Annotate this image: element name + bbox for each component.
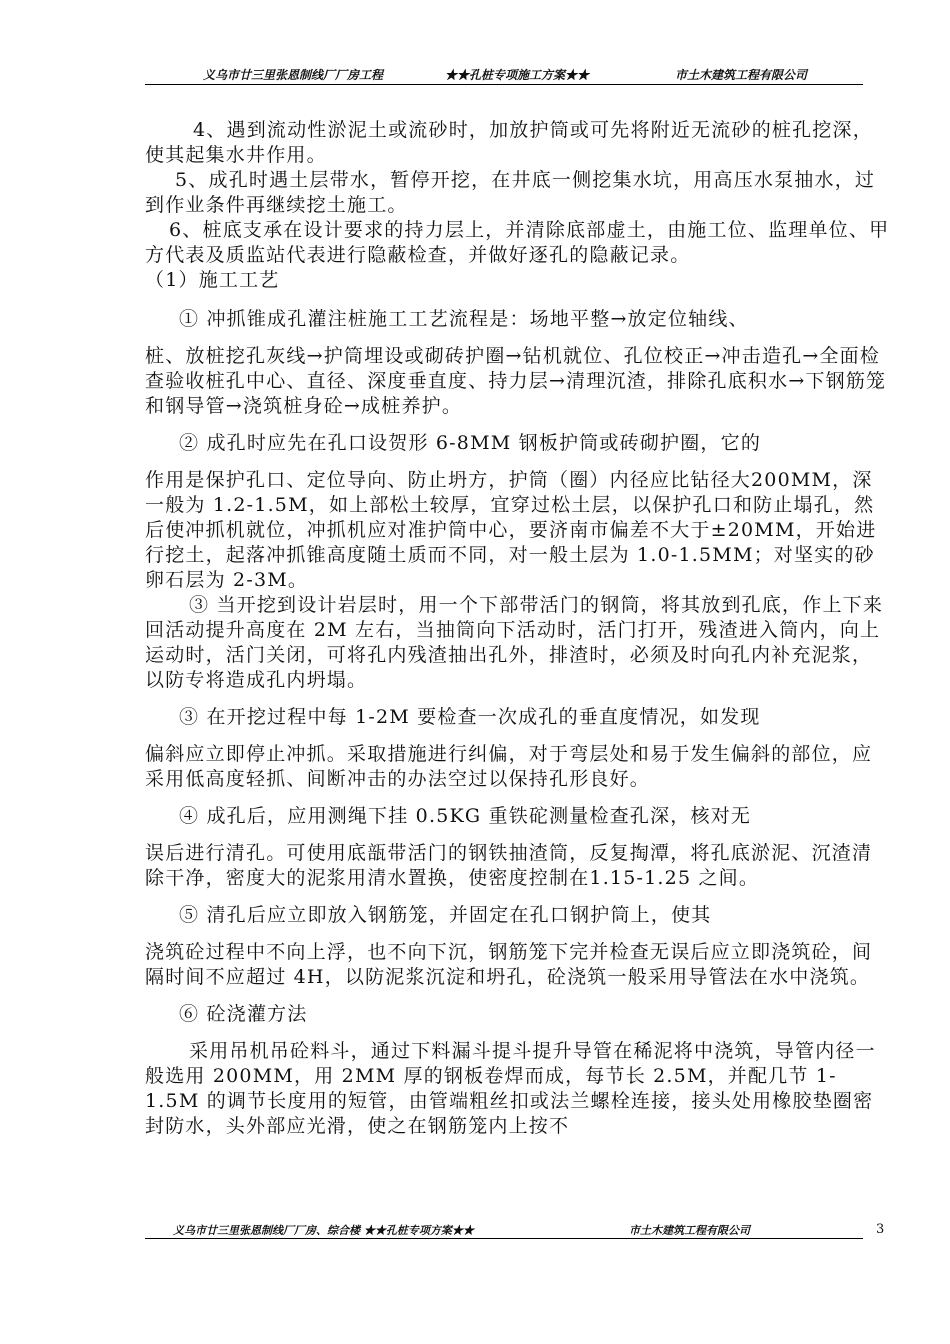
step-2-lead: ② 成孔时应先在孔口设贺形 6-8MM 钢板护筒或砖砌护圈，它的 (179, 432, 762, 454)
paragraph-item-5: 5、成孔时遇土层带水，暂停开挖，在井底一侧挖集水坑，用高压水泵抽水，过到作业条件再继续挖土施工。 (145, 169, 876, 216)
step-1-body: 桩、放桩挖孔灰线→护筒埋设或砌砖护圈→钻机就位、孔位校正→冲击造孔→全面检查验收桩孔中心、直径、深度垂直度、持力层→清理沉渣，排除孔底积水→下钢筋笼和钢导管→浇筑桩身砼→成桩养护。 (145, 345, 887, 417)
header-company: 市土木建筑工程有限公司 (675, 68, 808, 82)
header-project: 义乌市廿三里张恩制线厂厂房工程 (203, 68, 384, 82)
page-header (145, 64, 863, 85)
page-number: 3 (876, 1222, 885, 1237)
document-body (145, 118, 890, 1139)
section-heading: （1）施工工艺 (145, 269, 280, 291)
paragraph-item-6: 6、桩底支承在设计要求的持力层上，并清除底部虚土，由施工位、监理单位、甲方代表及质监站代表进行隐蔽检查，并做好逐孔的隐蔽记录。 (145, 219, 890, 266)
step-6-body: 采用吊机吊砼料斗，通过下料漏斗提斗提升导管在稀泥将中浇筑，导管内径一般选用 200MM，用 2MM 厚的钢板卷焊而成，每节长 2.5M，并配几节 1-1.5M 的调节长度用的短管，由管端粗丝扣或法兰螺栓连接，接头处用橡胶垫圈密封防水，头外部应光滑，使之在钢筋笼内上按不 (145, 1040, 876, 1137)
step-5-lead: ⑤ 清孔后应立即放入钢筋笼，并固定在孔口钢护筒上，使其 (179, 904, 712, 926)
step-3b-lead: ③ 在开挖过程中每 1-2M 要检查一次成孔的垂直度情况，如发现 (179, 706, 761, 728)
paragraph-item-4: 4、遇到流动性淤泥土或流砂时，加放护筒或可先将附近无流砂的桩孔挖深，使其起集水井作用。 (145, 119, 873, 166)
step-6-lead: ⑥ 砼浇灌方法 (179, 1003, 308, 1025)
footer-company: 市土木建筑工程有限公司 (629, 1224, 750, 1237)
step-2-body: 作用是保护孔口、定位导向、防止坍方，护筒（圈）内径应比钻径大200MM，深一般为 1.2-1.5M，如上部松土较厚，宜穿过松土层，以保护孔口和防止塌孔，然后使冲抓机就位，冲抓机应对准护筒中心，要济南市偏差不大于±20MM，开始进行挖土，起落冲抓锥高度随土质而不同，对一般土层为 1.0-1.5MM；对坚实的砂卵石层为 2-3M。 (145, 469, 877, 591)
step-3-paragraph: ③ 当开挖到设计岩层时，用一个下部带活门的钢筒，将其放到孔底，作上下来回活动提升高度在 2M 左右，当抽筒向下活动时，活门打开，残渣进入筒内，向上运动时，活门关闭，可将孔内残渣抽出孔外，排渣时，必须及时向孔内补充泥浆，以防专将造成孔内坍塌。 (145, 594, 884, 691)
step-1-lead: ① 冲抓锥成孔灌注桩施工工艺流程是：场地平整→放定位轴线、 (179, 308, 749, 330)
step-5-body: 浇筑砼过程中不向上浮，也不向下沉，钢筋笼下完并检查无误后应立即浇筑砼，间隔时间不应超过 4H，以防泥浆沉淀和坍孔，砼浇筑一般采用导管法在水中浇筑。 (145, 941, 873, 988)
step-3b-body: 偏斜应立即停止冲抓。采取措施进行纠偏，对于弯层处和易于发生偏斜的部位，应采用低高度轻抓、间断冲击的办法空过以保持孔形良好。 (145, 743, 873, 790)
step-4-body: 误后进行清孔。可使用底瓿带活门的钢铁抽渣筒，反复掏潭，将孔底淤泥、沉渣清除干净，密度大的泥浆用清水置换，使密度控制在1.15-1.25 之间。 (145, 842, 873, 889)
header-title: ★★孔桩专项施工方案★★ (445, 68, 590, 82)
footer-project: 义乌市廿三里张恩制线厂厂房、综合楼 ★★孔桩专项方案★★ (173, 1224, 474, 1237)
step-4-lead: ④ 成孔后，应用测绳下挂 0.5KG 重铁砣测量检查孔深，核对无 (179, 805, 752, 827)
page-footer (145, 1220, 863, 1239)
